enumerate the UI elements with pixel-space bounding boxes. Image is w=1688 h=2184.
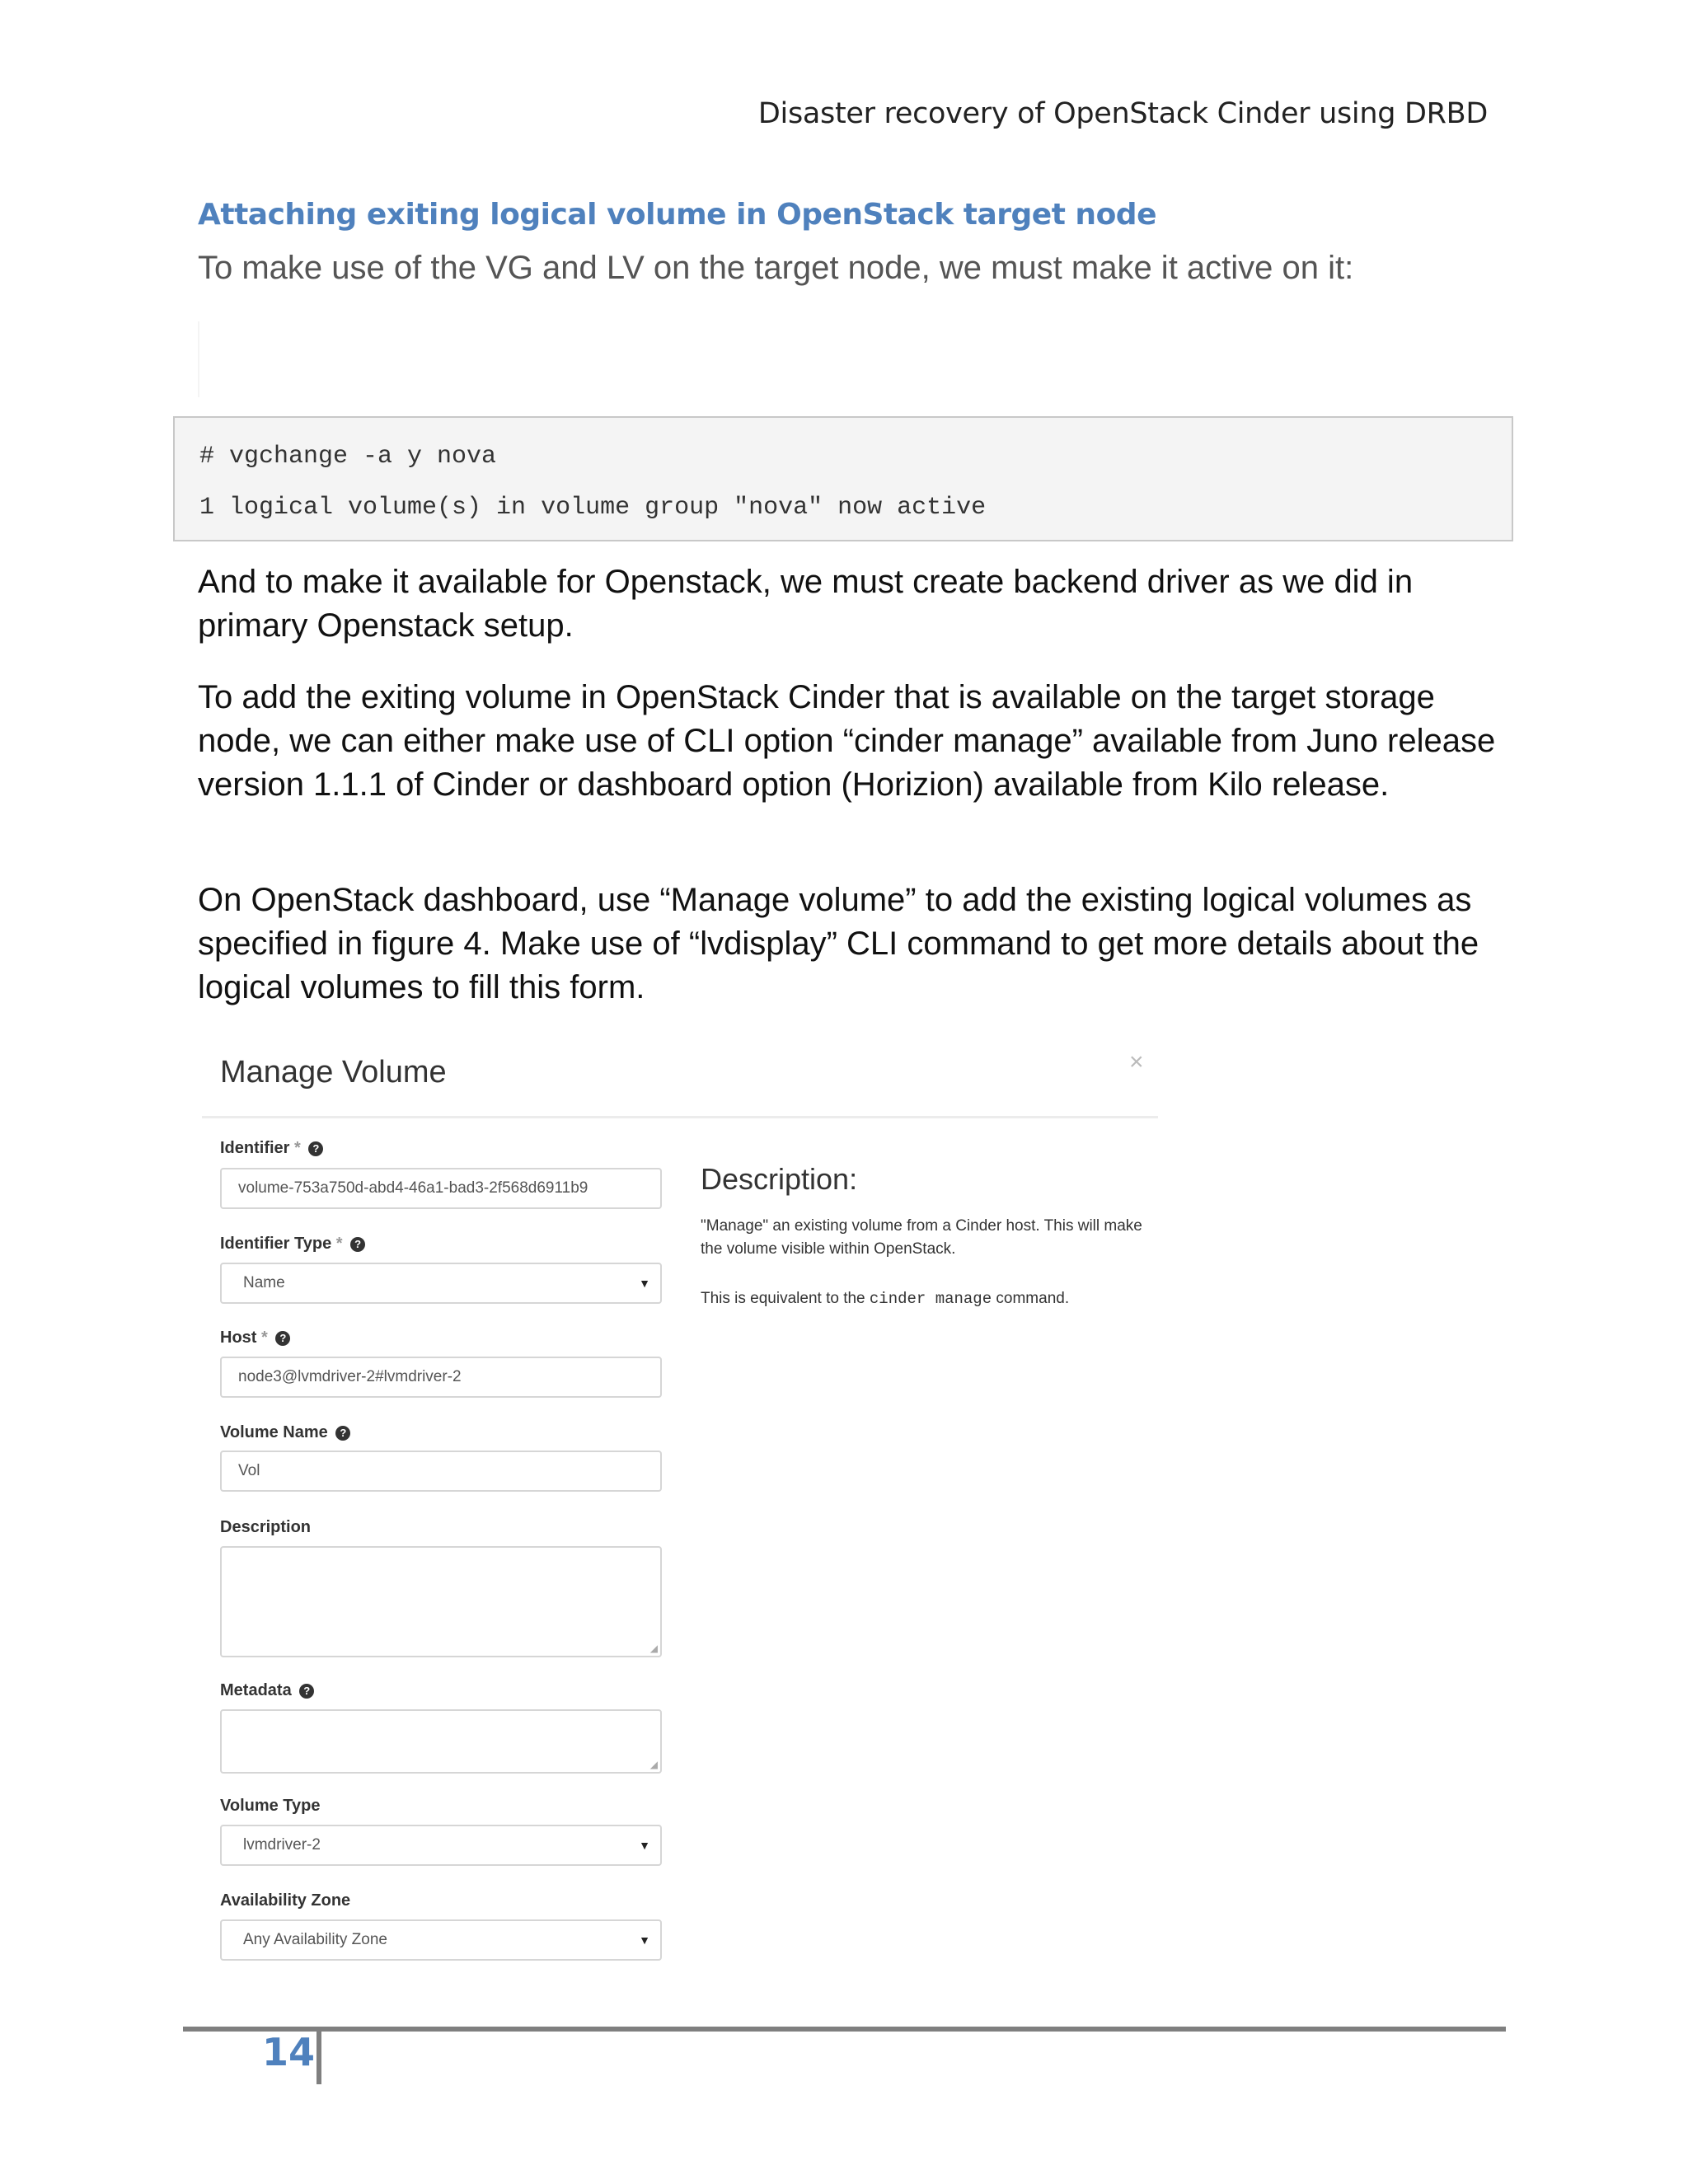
volume-name-input[interactable] bbox=[220, 1451, 662, 1492]
dialog-title: Manage Volume bbox=[220, 1055, 447, 1090]
paragraph-cinder-manage: To add the exiting volume in OpenStack Cinder that is available on the target storage node, we can either make use of CLI option “cinder manage” available from Juno release version 1.1.1 of Cinder or dashboard option (Horizion) available from Kilo release. bbox=[198, 679, 1496, 803]
volume-name-label bbox=[220, 1423, 350, 1442]
question-circle-icon[interactable]: ? bbox=[275, 1331, 290, 1346]
identifier-label-text: Identifier bbox=[220, 1139, 290, 1157]
resize-grip-icon[interactable]: ◢ bbox=[649, 1759, 658, 1770]
code-block bbox=[173, 416, 1513, 541]
identifier-label bbox=[220, 1139, 323, 1158]
page-number-separator bbox=[316, 2030, 321, 2084]
metadata-label-text: Metadata bbox=[220, 1681, 292, 1699]
paragraph-dashboard: On OpenStack dashboard, use “Manage volume” to add the existing logical volumes as specified in figure 4. Make use of “lvdisplay” CLI command to get more details about the logical volumes to fill this form. bbox=[198, 882, 1479, 1005]
identifier-type-value: Name bbox=[243, 1274, 285, 1291]
caret-down-icon: ▼ bbox=[639, 1277, 650, 1290]
host-input[interactable] bbox=[220, 1357, 662, 1398]
required-asterisk: * bbox=[335, 1235, 343, 1253]
volume-type-label: Volume Type bbox=[220, 1797, 321, 1815]
faint-margin-mark bbox=[198, 321, 199, 397]
volume-type-value: lvmdriver-2 bbox=[243, 1836, 321, 1854]
identifier-input[interactable] bbox=[220, 1168, 662, 1209]
identifier-type-select[interactable] bbox=[220, 1263, 662, 1304]
close-icon[interactable]: × bbox=[1129, 1048, 1144, 1076]
section-heading: Attaching exiting logical volume in OpenStack target node bbox=[198, 198, 1156, 232]
equivalent-suffix: command. bbox=[992, 1290, 1070, 1307]
required-asterisk: * bbox=[261, 1329, 268, 1347]
dialog-header-divider bbox=[202, 1116, 1158, 1118]
question-circle-icon[interactable]: ? bbox=[299, 1684, 314, 1699]
question-circle-icon[interactable]: ? bbox=[335, 1426, 350, 1441]
resize-grip-icon[interactable]: ◢ bbox=[649, 1643, 658, 1654]
cinder-manage-code: cinder manage bbox=[869, 1290, 992, 1308]
paragraph-backend-driver: And to make it available for Openstack, we must create backend driver as we did in primary Openstack setup. bbox=[198, 564, 1414, 644]
host-label bbox=[220, 1329, 290, 1347]
description-panel-text: "Manage" an existing volume from a Cinder host. This will make the volume visible within OpenStack. bbox=[701, 1217, 1142, 1258]
equivalent-prefix: This is equivalent to the bbox=[701, 1290, 870, 1307]
page-number: 14 bbox=[262, 2030, 316, 2074]
description-textarea[interactable] bbox=[220, 1546, 662, 1657]
intro-paragraph: To make use of the VG and LV on the target node, we must make it active on it: bbox=[198, 250, 1354, 286]
metadata-textarea[interactable] bbox=[220, 1709, 662, 1774]
metadata-label bbox=[220, 1681, 314, 1700]
running-header-title: Disaster recovery of OpenStack Cinder using DRBD bbox=[757, 97, 1488, 130]
volume-name-label-text: Volume Name bbox=[220, 1423, 328, 1441]
description-label: Description bbox=[220, 1518, 312, 1536]
volume-type-select[interactable] bbox=[220, 1825, 662, 1866]
availability-zone-label: Availability Zone bbox=[220, 1891, 351, 1910]
identifier-type-label-text: Identifier Type bbox=[220, 1235, 332, 1253]
host-label-text: Host bbox=[220, 1329, 257, 1347]
footer-rule bbox=[183, 2027, 1506, 2032]
description-panel-heading: Description: bbox=[701, 1162, 858, 1196]
availability-zone-select[interactable] bbox=[220, 1919, 662, 1961]
identifier-type-label bbox=[220, 1235, 365, 1254]
code-line-command: # vgchange -a y nova bbox=[199, 443, 497, 471]
caret-down-icon: ▼ bbox=[639, 1839, 650, 1852]
manage-volume-dialog bbox=[202, 1040, 1166, 1984]
availability-zone-value: Any Availability Zone bbox=[243, 1931, 387, 1948]
question-circle-icon[interactable]: ? bbox=[308, 1141, 323, 1156]
description-panel-equivalent bbox=[701, 1287, 1146, 1310]
code-line-output: 1 logical volume(s) in volume group "nova" now active bbox=[199, 494, 987, 522]
required-asterisk: * bbox=[294, 1139, 301, 1157]
caret-down-icon: ▼ bbox=[639, 1933, 650, 1947]
question-circle-icon[interactable]: ? bbox=[350, 1237, 365, 1252]
